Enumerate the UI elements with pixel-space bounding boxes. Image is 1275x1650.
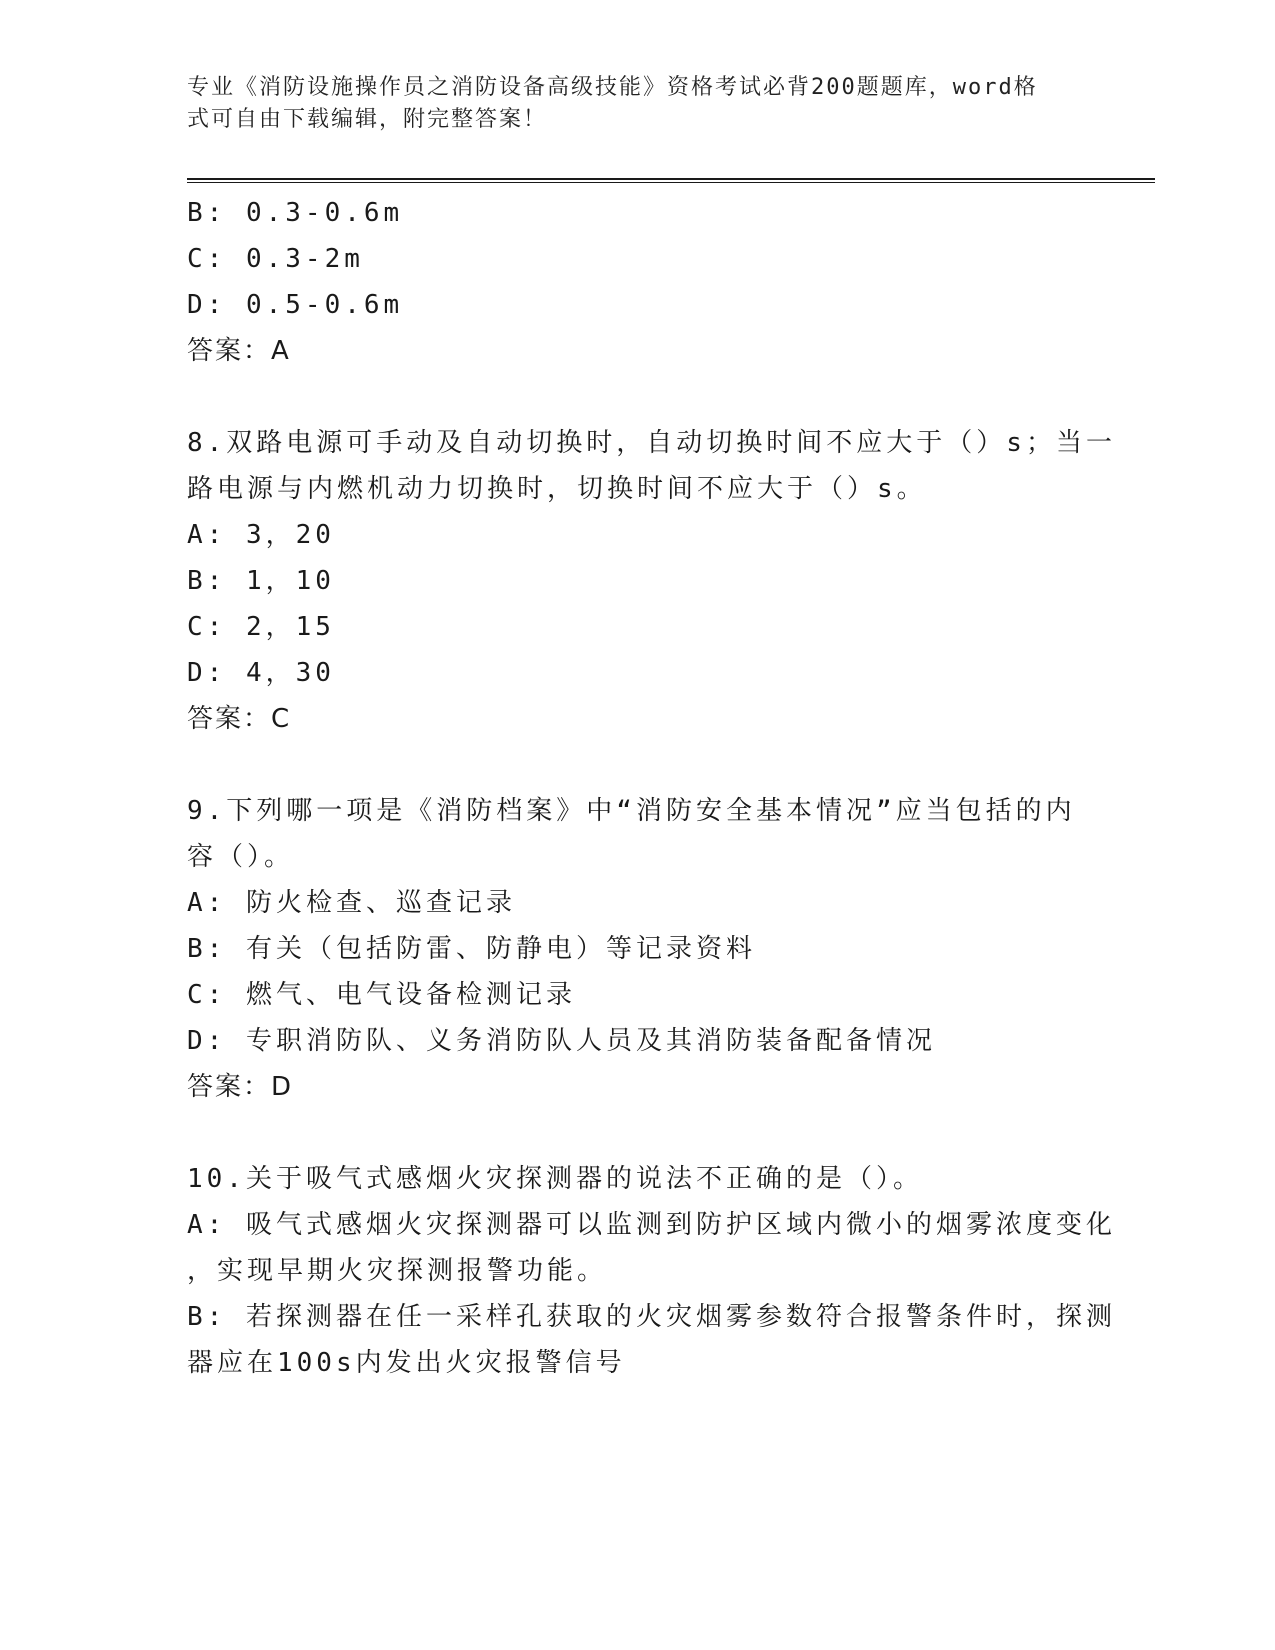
spacer [187,1110,1087,1156]
option-d: D: 专职消防队、义务消防队人员及其消防装备配备情况 [187,1026,936,1056]
option-a: A: 吸气式感烟火灾探测器可以监测到防护区域内微小的烟雾浓度变化 [187,1210,1116,1240]
option-c: C: 燃气、电气设备检测记录 [187,980,576,1010]
option-c: C: 2，15 [187,612,335,642]
question-10 [187,1156,1116,1386]
option-b-cont: 器应在100s内发出火灾报警信号 [187,1348,626,1378]
question-stem: 10.关于吸气式感烟火灾探测器的说法不正确的是（）。 [187,1164,923,1194]
option-a: A: 防火检查、巡查记录 [187,888,516,918]
header-line-1: 专业《消防设施操作员之消防设备高级技能》资格考试必背200题题库，word格 [187,75,1038,100]
document-body [187,190,1116,1386]
header-line-2: 式可自由下载编辑，附完整答案！ [187,107,548,132]
question-7-tail [187,190,1087,374]
header-divider [187,178,1155,183]
question-stem-cont: 路电源与内燃机动力切换时，切换时间不应大于（）s。 [187,474,927,504]
option-d: D: 4，30 [187,658,335,688]
option-a: A: 3，20 [187,520,335,550]
option-b: B: 1，10 [187,566,335,596]
option-b: B: 0.3-0.6m [187,198,404,228]
option-d: D: 0.5-0.6m [187,290,404,320]
answer: 答案：D [187,1072,294,1102]
spacer [187,374,1087,420]
document-header [187,72,1067,136]
question-stem: 9.下列哪一项是《消防档案》中“消防安全基本情况”应当包括的内 [187,796,1076,826]
option-a-cont: ，实现早期火灾探测报警功能。 [187,1256,608,1286]
option-b: B: 有关（包括防雷、防静电）等记录资料 [187,934,756,964]
option-c: C: 0.3-2m [187,244,364,274]
spacer [187,742,1087,788]
question-stem-cont: 容（）。 [187,842,295,872]
question-8 [187,420,1116,742]
question-stem: 8.双路电源可手动及自动切换时，自动切换时间不应大于（）s；当一 [187,428,1116,458]
answer: 答案：C [187,704,292,734]
option-b: B: 若探测器在任一采样孔获取的火灾烟雾参数符合报警条件时，探测 [187,1302,1116,1332]
answer: 答案：A [187,336,291,366]
question-9 [187,788,1087,1110]
